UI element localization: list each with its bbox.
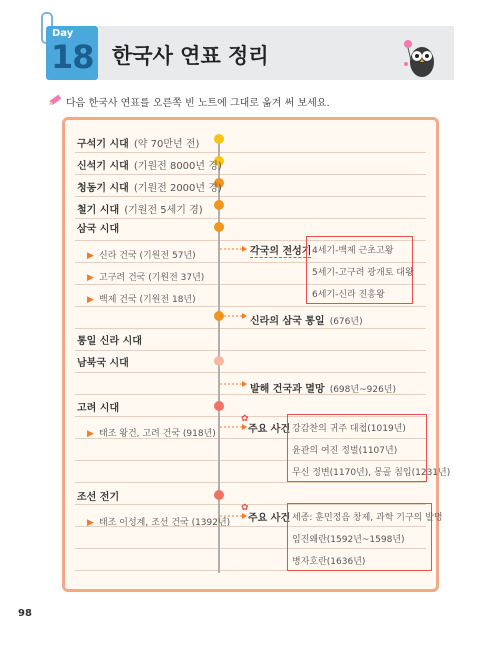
era-unified-silla: 통일 신라 시대	[77, 336, 142, 347]
instruction-text: 다음 한국사 연표를 오른쪽 빈 노트에 그대로 옮겨 써 보세요.	[66, 98, 330, 109]
goryeo-events-label: 주요 사건	[248, 424, 291, 435]
founding-text: 신라 건국 (기원전 57년)	[99, 251, 196, 261]
goryeo-event: 강감찬의 귀주 대첩(1019년)	[292, 424, 406, 434]
page-number: 98	[18, 608, 32, 619]
day-number: 18	[51, 38, 94, 76]
pencil-icon	[48, 93, 64, 107]
triangle-bullet-icon: ▶	[87, 518, 94, 528]
arrow-right-icon	[220, 311, 248, 321]
founding-silla	[87, 243, 196, 262]
heyday-label: 각국의 전성기	[250, 242, 311, 258]
timeline-dot	[214, 200, 224, 210]
era-name: 철기 시대	[77, 205, 120, 216]
era-date: (기원전 5세기 경)	[124, 205, 203, 216]
triangle-bullet-icon: ▶	[87, 273, 94, 283]
founding-text: 백제 건국 (기원전 18년)	[99, 295, 196, 305]
founding-text: 태조 왕건, 고려 건국 (918년)	[99, 429, 216, 439]
arrow-right-icon	[220, 379, 248, 389]
timeline-dot	[214, 490, 224, 500]
day-label: Day	[52, 28, 74, 39]
unification-year: (676년)	[329, 317, 363, 327]
timeline-dot	[214, 401, 224, 411]
timeline-dot	[214, 222, 224, 232]
timeline-dot	[214, 356, 224, 366]
joseon-event: 임진왜란(1592년~1598년)	[292, 535, 405, 545]
heyday-item: 4세기-백제 근초고왕	[312, 246, 394, 256]
era-paleolithic	[77, 132, 199, 151]
timeline-dot	[214, 134, 224, 144]
founding-goryeo	[87, 421, 216, 440]
triangle-bullet-icon: ▶	[87, 429, 94, 439]
unification-label: 신라의 삼국 통일	[250, 316, 325, 327]
era-date: (약 70만년 전)	[133, 139, 200, 150]
founding-text: 태조 이성계, 조선 건국 (1392년)	[99, 518, 231, 528]
joseon-event: 세종: 훈민정음 창제, 과학 기구의 발명	[292, 513, 443, 523]
balhae-label: 발해 건국과 멸망	[250, 384, 325, 395]
era-goryeo: 고려 시대	[77, 403, 120, 414]
sparkle-icon: ✿	[241, 414, 249, 424]
era-bronze	[77, 176, 222, 195]
era-joseon: 조선 전기	[77, 492, 120, 503]
triangle-bullet-icon: ▶	[87, 251, 94, 261]
era-name: 신석기 시대	[77, 161, 129, 172]
founding-text: 고구려 건국 (기원전 37년)	[99, 273, 205, 283]
joseon-event: 병자호란(1636년)	[292, 557, 366, 567]
founding-baekje	[87, 287, 196, 306]
era-iron	[77, 198, 203, 217]
owl-mascot-icon	[402, 36, 438, 80]
triangle-bullet-icon: ▶	[87, 295, 94, 305]
era-name: 청동기 시대	[77, 183, 129, 194]
goryeo-event: 무신 정변(1170년), 몽골 침입(1231년)	[292, 468, 451, 478]
era-three-kingdoms: 삼국 시대	[77, 224, 120, 235]
balhae-event	[250, 377, 396, 396]
era-neolithic	[77, 154, 222, 173]
era-date: (기원전 2000년 경)	[133, 183, 222, 194]
founding-goguryeo	[87, 265, 204, 284]
balhae-years: (698년~926년)	[329, 385, 396, 395]
era-name: 구석기 시대	[77, 139, 129, 150]
heyday-item: 5세기-고구려 광개토 대왕	[312, 268, 414, 278]
arrow-right-icon	[220, 244, 248, 254]
sparkle-icon: ✿	[241, 503, 249, 513]
era-north-south: 남북국 시대	[77, 358, 129, 369]
era-date: (기원전 8000년 경)	[133, 161, 222, 172]
heyday-item: 6세기-신라 진흥왕	[312, 290, 385, 300]
goryeo-event: 윤관의 여진 정벌(1107년)	[292, 446, 398, 456]
joseon-events-label: 주요 사건	[248, 513, 291, 524]
unification-event	[250, 309, 363, 328]
page-title: 한국사 연표 정리	[112, 44, 269, 68]
founding-joseon	[87, 510, 230, 529]
